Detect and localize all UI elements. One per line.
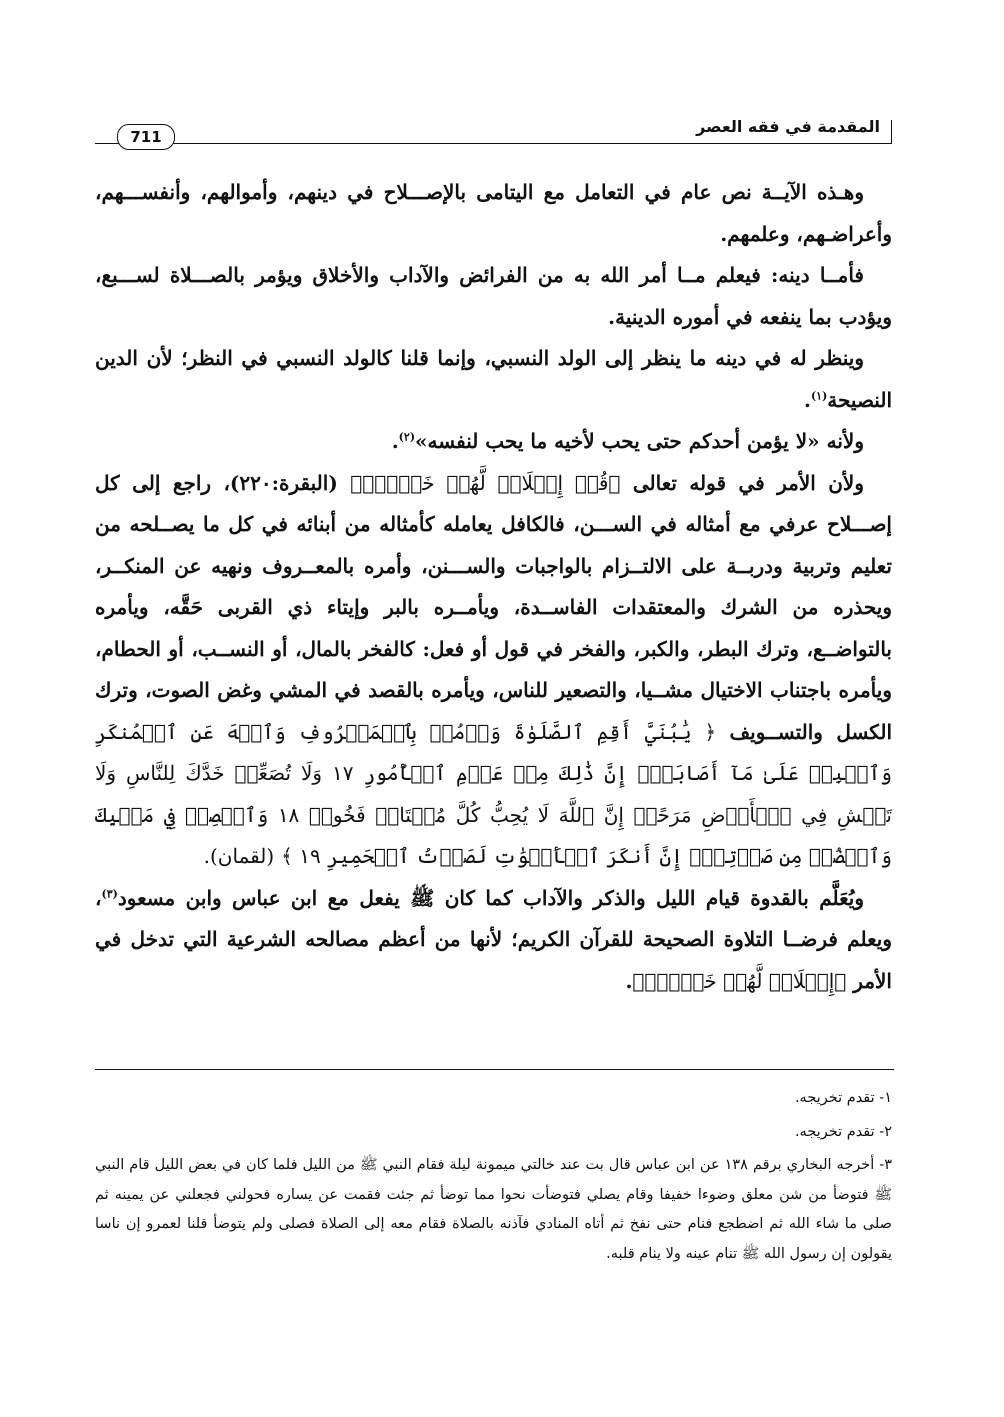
paragraph-4 [95,421,892,463]
paragraph-3-end: . [803,387,811,412]
paragraph-4-end: . [391,429,399,453]
header-corner-rule [891,120,892,144]
footnote-ref-1: (١) [810,388,828,402]
footnote-ref-2: (٢) [398,430,416,444]
paragraph-5-rest: (البقرة:٢٢٠)، راجع إلى كل إصـــلاح عرفي مع أمثاله في الســـن، فالكافل يعامله كأمثاله من أبنائه في كل ما يصــلحه من تعليم وتربية ودربــة على الالتــزام بالواجبات والســـنن، وأمره بالمعــروف ونهيه عن المنكــر، ويحذره من الشرك والمعتقدات الفاســدة، ويأمــره بالبر وإيتاء ذي القربى حَقَّه، ويأمره بالتواضــع، وترك البطر، والكبر، والفخر في قول أو فعل: كالفخر بالمال، أو النســب، أو الحطام، ويأمره باجتناب الاختيال مشــيا، والتصعير للناس، ويأمره بالقصد في المشي وغض الصوت، وترك الكسل والتســويف [95,470,893,744]
footnote-ref-3: (٣) [101,886,118,900]
paragraph-5-end: (لقمان). [203,844,275,868]
page-number: 711 [117,124,175,150]
footnote-3: ٣- أخرجه البخاري برقم ١٣٨ عن ابن عباس قال بت عند خالتي ميمونة ليلة فقام النبي ﷺ من الليل فلما كان في بعض الليل قام النبي ﷺ فتوضأ من شن معلق وضوءا خفيفا وقام يصلي فتوضأت نحوا مما توضأ ثم جئت فقمت عن يساره فحولني فجعلني عن يمينه ثم صلى ما شاء الله ثم اضطجع فنام حتى نفخ ثم أتاه المنادي فآذنه بالصلاة فقام معه إلى الصلاة فصلى ولم يتوضأ قلنا لعمرو إن ناسا يقولون إن رسول الله ﷺ تنام عينه ولا ينام قلبه. [95,1157,892,1262]
paragraph-5-start: ولأن الأمر في قوله تعالى [632,470,864,495]
paragraph-3-text: وينظر له في دينه ما ينظر إلى الولد النسبي، وإنما قلنا كالولد النسبي في النظر؛ لأن الدين النصيحة [95,346,892,412]
running-header [95,112,892,152]
running-title: المقدمة في فقه العصر [692,117,884,136]
quran-verse-islah: ﴿إِصۡلَاحٞ لَّهُمۡ خَيۡرٞۖ﴾ [632,968,847,993]
paragraph-4-text: ولأنه «لا يؤمن أحدكم حتى يحب لأخيه ما يحب لنفسه» [415,429,864,453]
paragraph-6 [95,878,892,1003]
paragraph-6-text: ويُعَلَّم بالقدوة قيام الليل والذكر والآداب كما كان ﷺ يفعل مع ابن عباس وابن مسعود [117,885,864,910]
footnote-2: ٢- تقدم تخريجه. [794,1123,892,1140]
header-rule [95,143,892,144]
paragraph-3 [95,338,892,421]
paragraph-6-end: . [625,968,633,993]
footnotes [95,1084,892,1273]
footnote-1: ١- تقدم تخريجه. [794,1090,892,1106]
paragraph-2: فأمــا دينه: فيعلم مــا أمر الله به من الفرائض والآداب والأخلاق ويؤمر بالصـــلاة لســـبع، ويؤدب بما ينفعه في أموره الدينية. [95,263,892,329]
quran-verse-baqarah: ﴿قُلۡ إِصۡلَاحٞ لَّهُمۡ خَيۡرٞۖ﴾ [350,470,621,495]
footnote-separator [95,1069,894,1070]
paragraph-1: وهـذه الآيــة نص عام في التعامل مع اليتامى بالإصـــلاح في دينهم، وأموالهم، وأنفســـهم، وأعراضـهم، وعلمهم. [95,180,892,246]
main-text [95,172,892,1002]
paragraph-6-rest: ، ويعلم فرضــا التلاوة الصحيحة للقرآن الكريم؛ لأنها من أعظم مصالحه الشرعية التي تدخل في الأمر [95,885,892,993]
quran-verse-luqman: ﴿ يَٰبُنَيَّ أَقِمِ ٱلصَّلَوٰةَ وَأۡمُرۡ بِٱلۡمَعۡرُوفِ وَٱنۡهَ عَنِ ٱلۡمُنكَرِ وَٱصۡبِرۡ عَلَىٰ مَآ أَصَابَكَۖ إِنَّ ذَٰلِكَ مِنۡ عَزۡمِ ٱلۡأُمُورِ ١٧ وَلَا تُصَعِّرۡ خَدَّكَ لِلنَّاسِ وَلَا تَمۡشِ فِي ٱلۡأَرۡضِ مَرَحًاۖ إِنَّ ٱللَّهَ لَا يُحِبُّ كُلَّ مُخۡتَالٖ فَخُورٖ ١٨ وَٱقۡصِدۡ فِي مَشۡيِكَ وَٱغۡضُضۡ مِن صَوۡتِكَۚ إِنَّ أَنكَرَ ٱلۡأَصۡوَٰتِ لَصَوۡتُ ٱلۡحَمِيرِ ١٩ ﴾ [95,719,892,868]
paragraph-5 [95,463,892,878]
